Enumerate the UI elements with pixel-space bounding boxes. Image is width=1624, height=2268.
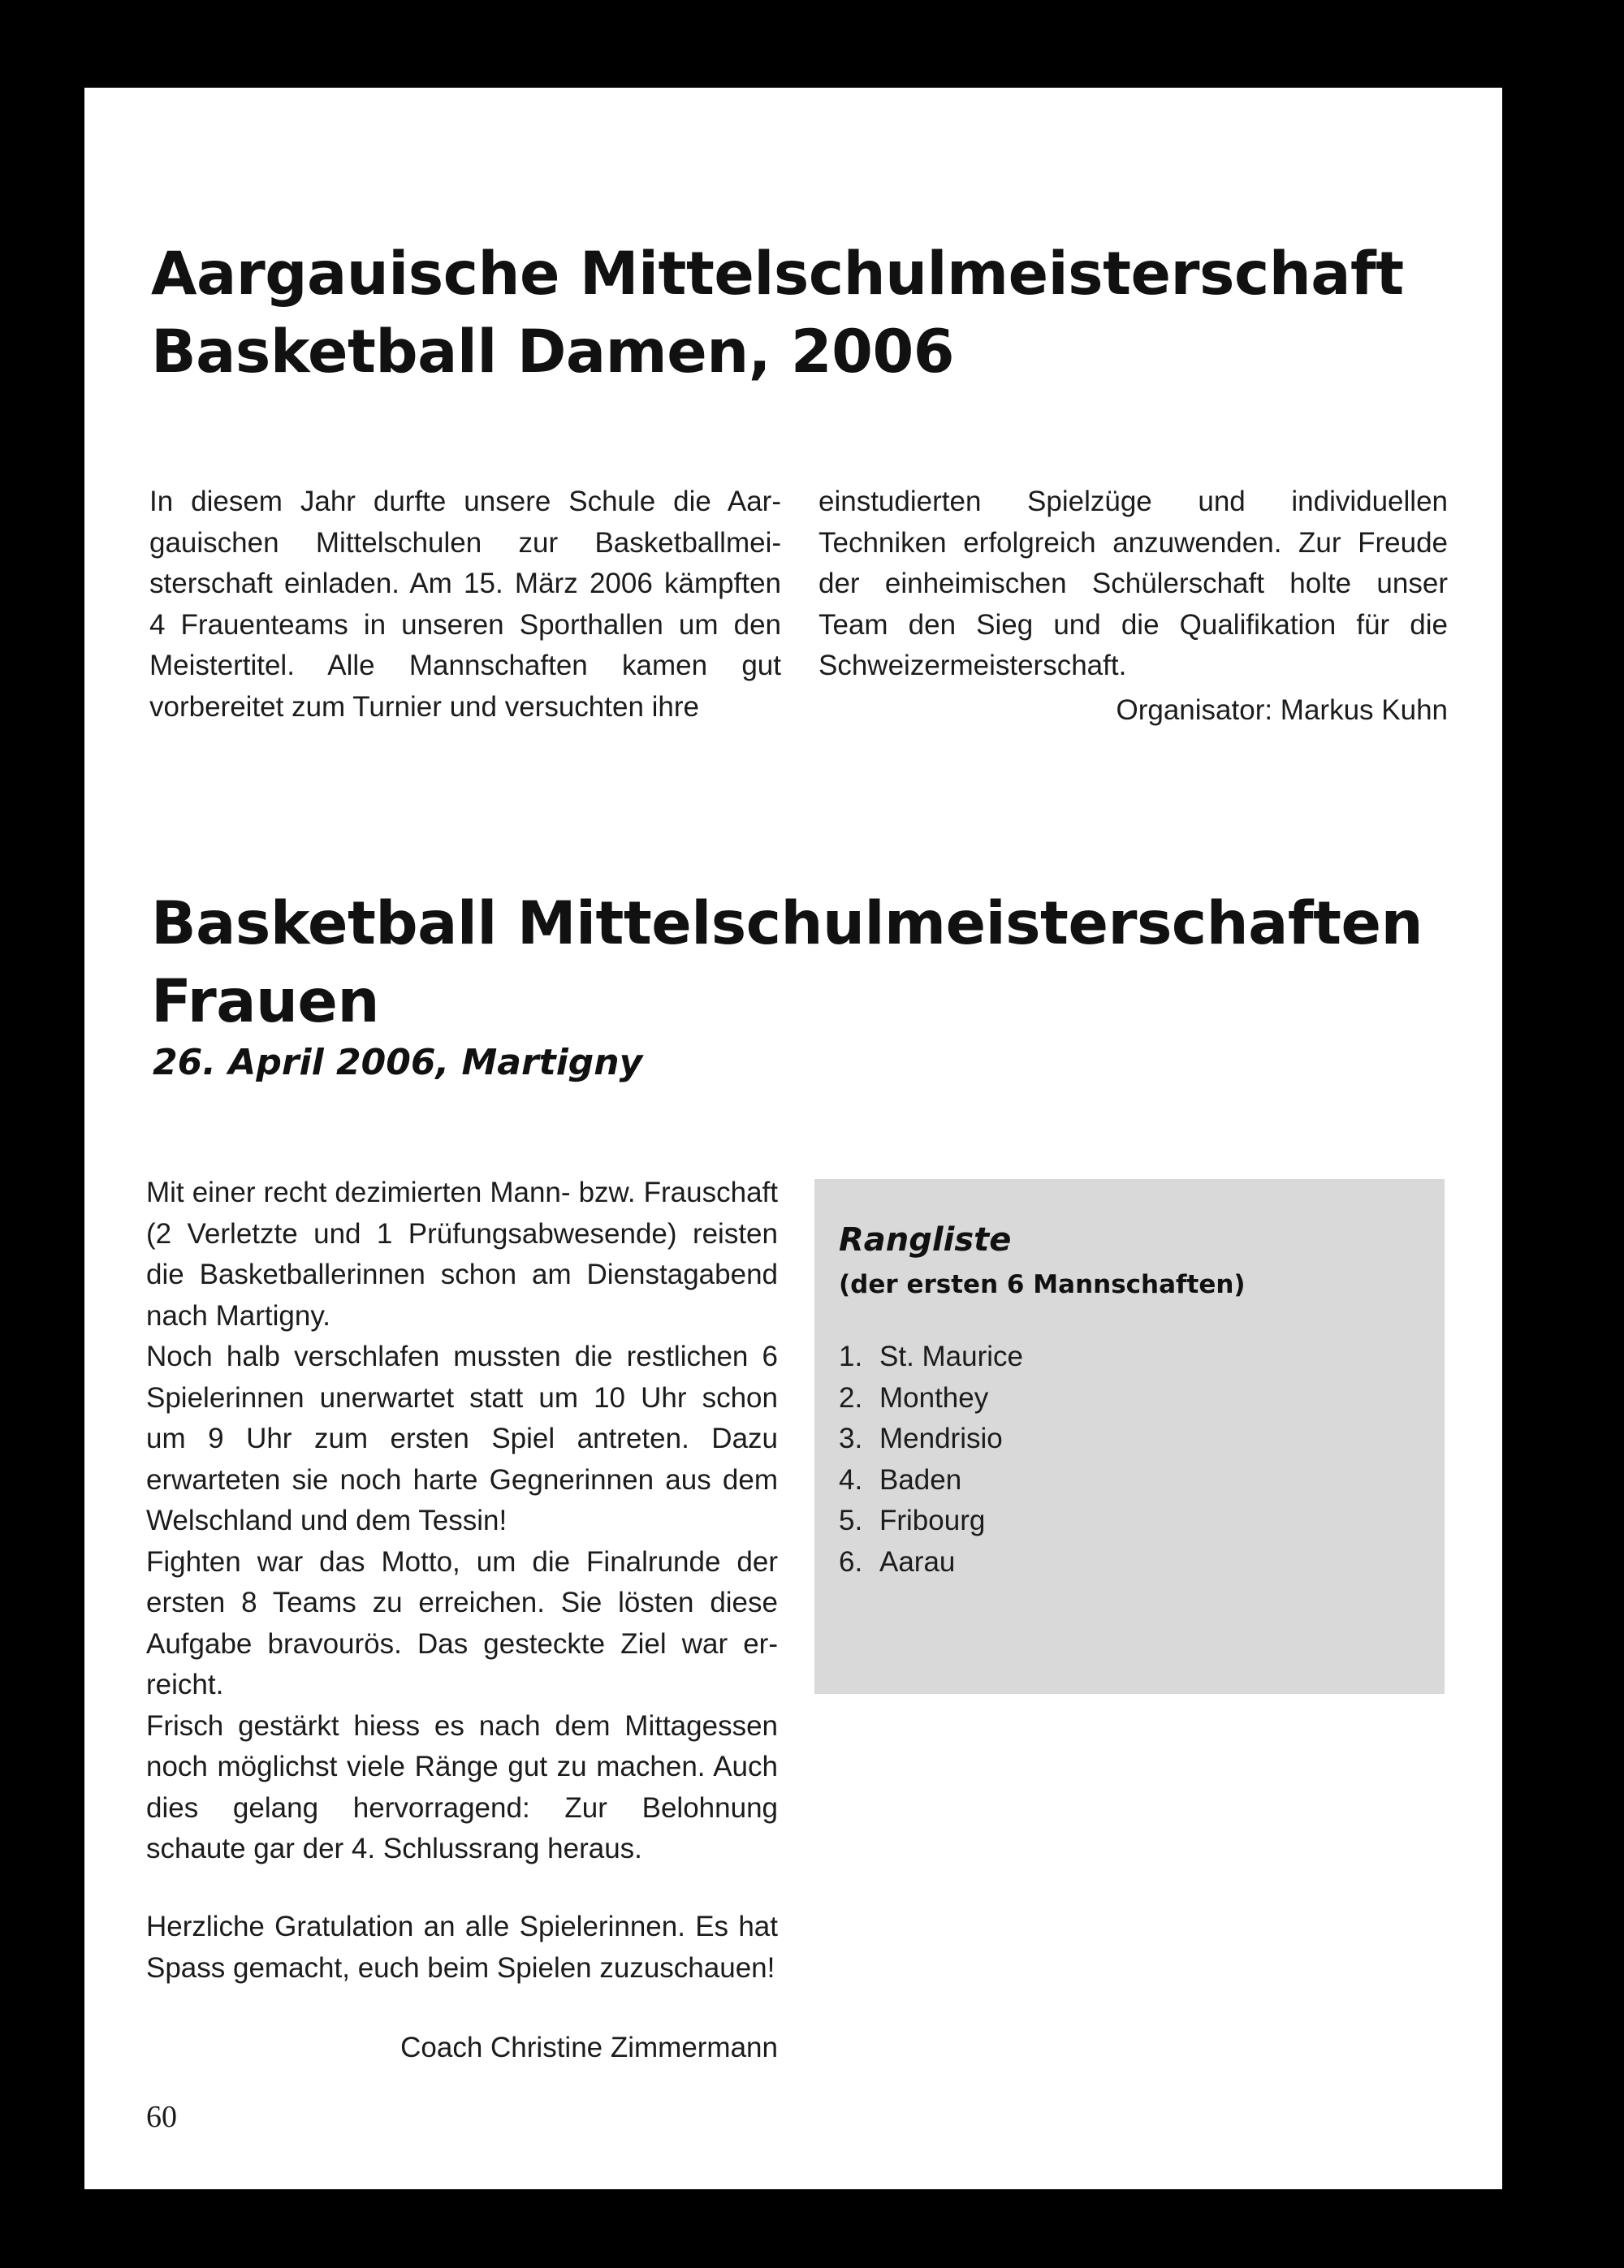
- rangliste-title: Rangliste: [839, 1221, 1012, 1259]
- article1-column2: [818, 482, 1448, 687]
- team-name: Monthey: [879, 1381, 989, 1414]
- article1-title-line2: Basketball Damen, 2006: [151, 318, 955, 387]
- rangliste-item: [839, 1337, 1023, 1378]
- rangliste-item: [839, 1501, 1023, 1542]
- rangliste-item: [839, 1542, 1023, 1583]
- rank-number: 5.: [839, 1505, 863, 1536]
- team-name: Baden: [879, 1463, 962, 1496]
- article1-signature: Organisator: Markus Kuhn: [1116, 694, 1448, 726]
- team-name: Mendrisio: [879, 1423, 1003, 1454]
- article1-column1: [149, 482, 781, 728]
- rank-number: 1.: [839, 1341, 863, 1372]
- article2-title-line1: Basketball Mittelschulmeisterschaften: [151, 889, 1423, 958]
- rangliste-item: [839, 1460, 1023, 1501]
- article1-column1-text: In diesem Jahr durfte unsere Schule die Aargauischen Mittelschulen zur Basketballmeisterschaft einladen. Am 15. März 2006 kämpften 4 Frauenteams in unseren Sporthallen um den Meistertitel. Alle Mannschaften kamen gut vorbereitet zum Turnier und versuchten ihre: [149, 486, 781, 723]
- article2-paragraph: Herzliche Gratulation an alle Spielerinnen. Es hat Spass gemacht, euch beim Spielen zuzuschauen!: [146, 1911, 778, 1984]
- document-page: [84, 88, 1502, 2189]
- rangliste-item: [839, 1378, 1023, 1419]
- rangliste-box: [814, 1179, 1445, 1694]
- team-name: Fribourg: [879, 1505, 986, 1536]
- rank-number: 4.: [839, 1463, 863, 1496]
- article1-title-line1: Aargauische Mittelschulmeisterschaft: [151, 240, 1404, 309]
- article2-closing: [146, 1907, 778, 1989]
- article2-signature: Coach Christine Zimmermann: [400, 2032, 778, 2063]
- rank-number: 3.: [839, 1423, 863, 1454]
- rangliste-item: [839, 1419, 1023, 1460]
- rank-number: 6.: [839, 1545, 863, 1578]
- article2-title: [151, 885, 1423, 1041]
- team-name: Aarau: [879, 1545, 956, 1578]
- page-number: 60: [146, 2100, 177, 2134]
- article2-paragraph: Mit einer recht dezimierten Mann- bzw. Frauschaft (2 Verletzte und 1 Prüfungsabwesende) reisten die Basketballerinnen schon am Dienstagabend nach Martigny.: [146, 1177, 778, 1332]
- article1-column2-text: einstudierten Spielzüge und individuellen Techniken erfolgreich anzuwenden. Zur Freude der einheimischen Schülerschaft holte unser Team den Sieg und die Qualifikation für die Schweizermeisterschaft.: [818, 486, 1448, 681]
- article2-paragraph: Fighten war das Motto, um die Finalrunde der ersten 8 Teams zu erreichen. Sie lösten diese Aufgabe bravourös. Das gesteckte Ziel war erreicht.: [146, 1545, 778, 1700]
- rangliste-list: [839, 1337, 1023, 1583]
- article1-title: [151, 235, 1404, 391]
- article2-paragraph: Frisch gestärkt hiess es nach dem Mittagessen noch möglichst viele Ränge gut zu machen. Auch dies gelang hervorragend: Zur Belohnung schaute gar der 4. Schlussrang heraus.: [146, 1709, 778, 1864]
- rank-number: 2.: [839, 1381, 863, 1414]
- article2-title-line2: Frauen: [151, 967, 379, 1036]
- team-name: St. Maurice: [879, 1341, 1023, 1372]
- article2-paragraph: Noch halb verschlafen mussten die restlichen 6 Spielerinnen unerwartet statt um 10 Uhr schon um 9 Uhr zum ersten Spiel antreten. Dazu erwarteten sie noch harte Gegnerinnen aus dem Welschland und dem Tessin!: [146, 1341, 778, 1536]
- article2-body: [146, 1173, 778, 1870]
- rangliste-subtitle: (der ersten 6 Mannschaften): [839, 1270, 1246, 1299]
- article2-subtitle: 26. April 2006, Martigny: [153, 1042, 643, 1083]
